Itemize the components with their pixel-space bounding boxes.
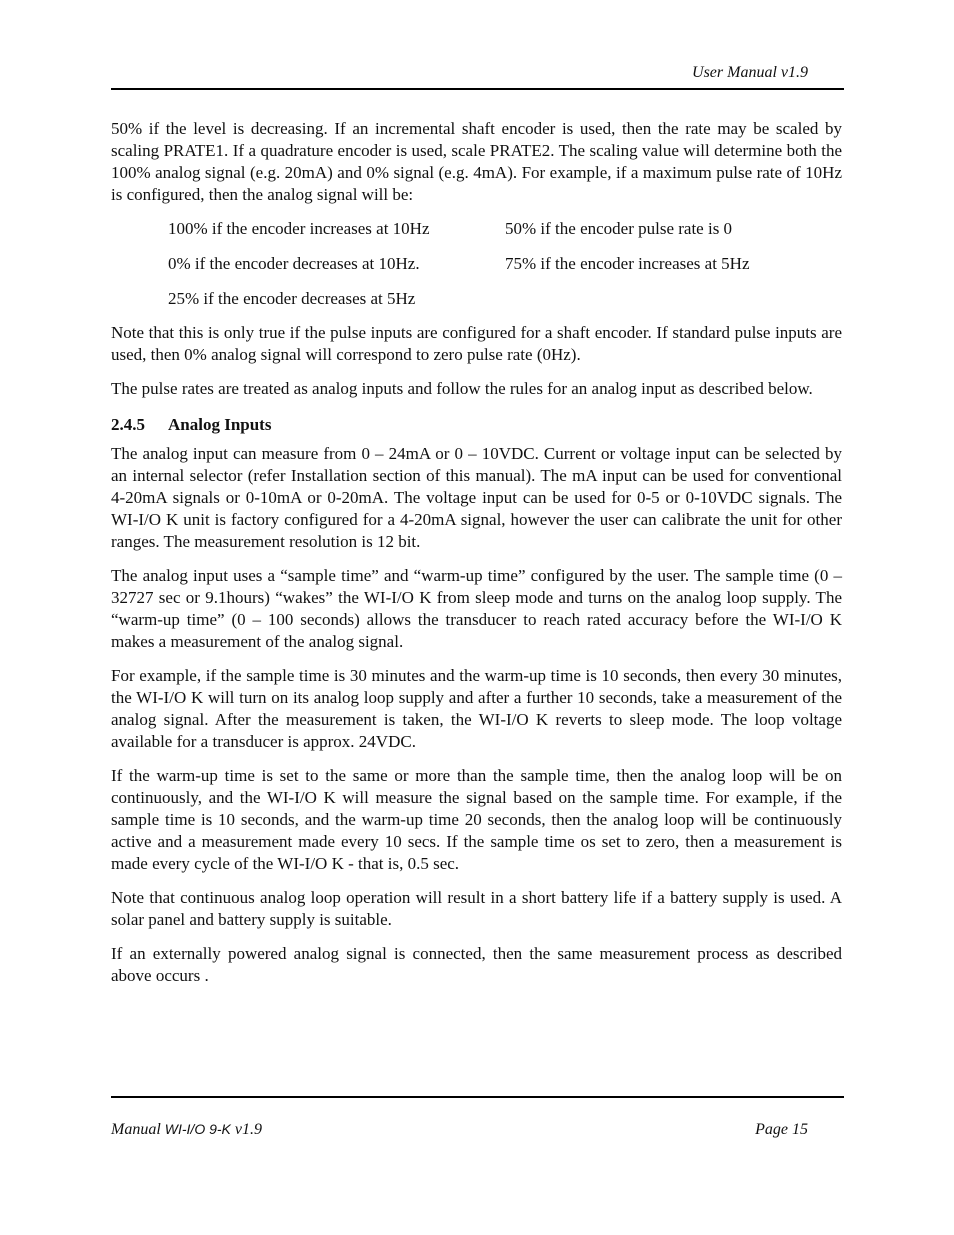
header-title: User Manual v1.9 bbox=[692, 64, 808, 81]
rate-item: 25% if the encoder decreases at 5Hz bbox=[168, 289, 416, 308]
footer-version: v1.9 bbox=[234, 1121, 263, 1138]
paragraph-scaling: 50% if the level is decreasing. If an incremental shaft encoder is used, then the rate may be scaled by scaling PRATE1. If a quadrature encoder is used, scale PRATE2. The scaling value will determine both the 100% analog signal (e.g. 20mA) and 0% signal (e.g. 4mA). For example, if a maximum pulse rate of 10Hz is configured, then the analog signal will be: bbox=[111, 119, 842, 204]
rate-item: 50% if the encoder pulse rate is 0 bbox=[505, 219, 733, 238]
section-number: 2.4.5 bbox=[111, 415, 145, 434]
paragraph-sample-time: The analog input uses a “sample time” and “warm-up time” configured by the user. The sample time (0 – 32727 sec or 9.1hours) “wakes” the WI-I/O K from sleep mode and turns on the analog loop supply. The “warm-up time” (0 – 100 seconds) allows the transducer to reach rated accuracy before the WI-I/O K makes a measurement of the analog signal. bbox=[111, 566, 842, 651]
paragraph-example: For example, if the sample time is 30 minutes and the warm-up time is 10 seconds, then every 30 minutes, the WI-I/O K will turn on its analog loop supply and after a further 10 seconds, take a measurement of the analog signal. After the measurement is taken, the WI-I/O K reverts to sleep mode. The loop voltage available for a transducer is approx. 24VDC. bbox=[111, 666, 842, 751]
section-title: Analog Inputs bbox=[168, 415, 272, 434]
footer-divider bbox=[111, 1096, 844, 1098]
footer-manual-label bbox=[111, 1121, 262, 1139]
paragraph-external-power: If an externally powered analog signal is connected, then the same measurement process as described above occurs . bbox=[111, 944, 842, 985]
header-divider bbox=[111, 88, 844, 90]
page-body bbox=[111, 118, 842, 999]
rate-item: 100% if the encoder increases at 10Hz bbox=[168, 219, 430, 238]
page-number: Page 15 bbox=[755, 1121, 808, 1138]
paragraph-analog-range: The analog input can measure from 0 – 24mA or 0 – 10VDC. Current or voltage input can be selected by an internal selector (refer Installation section of this manual). The mA input can be used for conventional 4-20mA signals or 0-10mA or 0-20mA. The voltage input can be used for 0-5 or 0-10VDC signals. The WI-I/O K unit is factory configured for a 4-20mA signal, however the user can calibrate the unit for other ranges. The measurement resolution is 12 bit. bbox=[111, 444, 842, 551]
rate-item: 75% if the encoder increases at 5Hz bbox=[505, 254, 750, 273]
paragraph-warmup: If the warm-up time is set to the same or more than the sample time, then the analog loop will be on continuously, and the WI-I/O K will measure the signal based on the sample time. For example, if the sample time is 10 seconds, and the warm-up time 20 seconds, then the analog loop will be continuously active and a measurement made every 10 secs. If the sample time os set to zero, then a measurement is made every cycle of the WI-I/O K - that is, 0.5 sec. bbox=[111, 766, 842, 873]
footer-model: WI-I/O 9-K bbox=[164, 1121, 231, 1137]
section-heading bbox=[111, 414, 842, 436]
footer-manual-prefix: Manual bbox=[111, 1121, 161, 1138]
rate-list bbox=[168, 218, 842, 310]
rate-item: 0% if the encoder decreases at 10Hz. bbox=[168, 254, 420, 273]
paragraph-shaft-note: Note that this is only true if the pulse inputs are configured for a shaft encoder. If standard pulse inputs are used, then 0% analog signal will correspond to zero pulse rate (0Hz). bbox=[111, 323, 842, 364]
paragraph-battery-note: Note that continuous analog loop operation will result in a short battery life if a battery supply is used. A solar panel and battery supply is suitable. bbox=[111, 888, 842, 929]
paragraph-pulse-rates: The pulse rates are treated as analog inputs and follow the rules for an analog input as described below. bbox=[111, 379, 813, 398]
